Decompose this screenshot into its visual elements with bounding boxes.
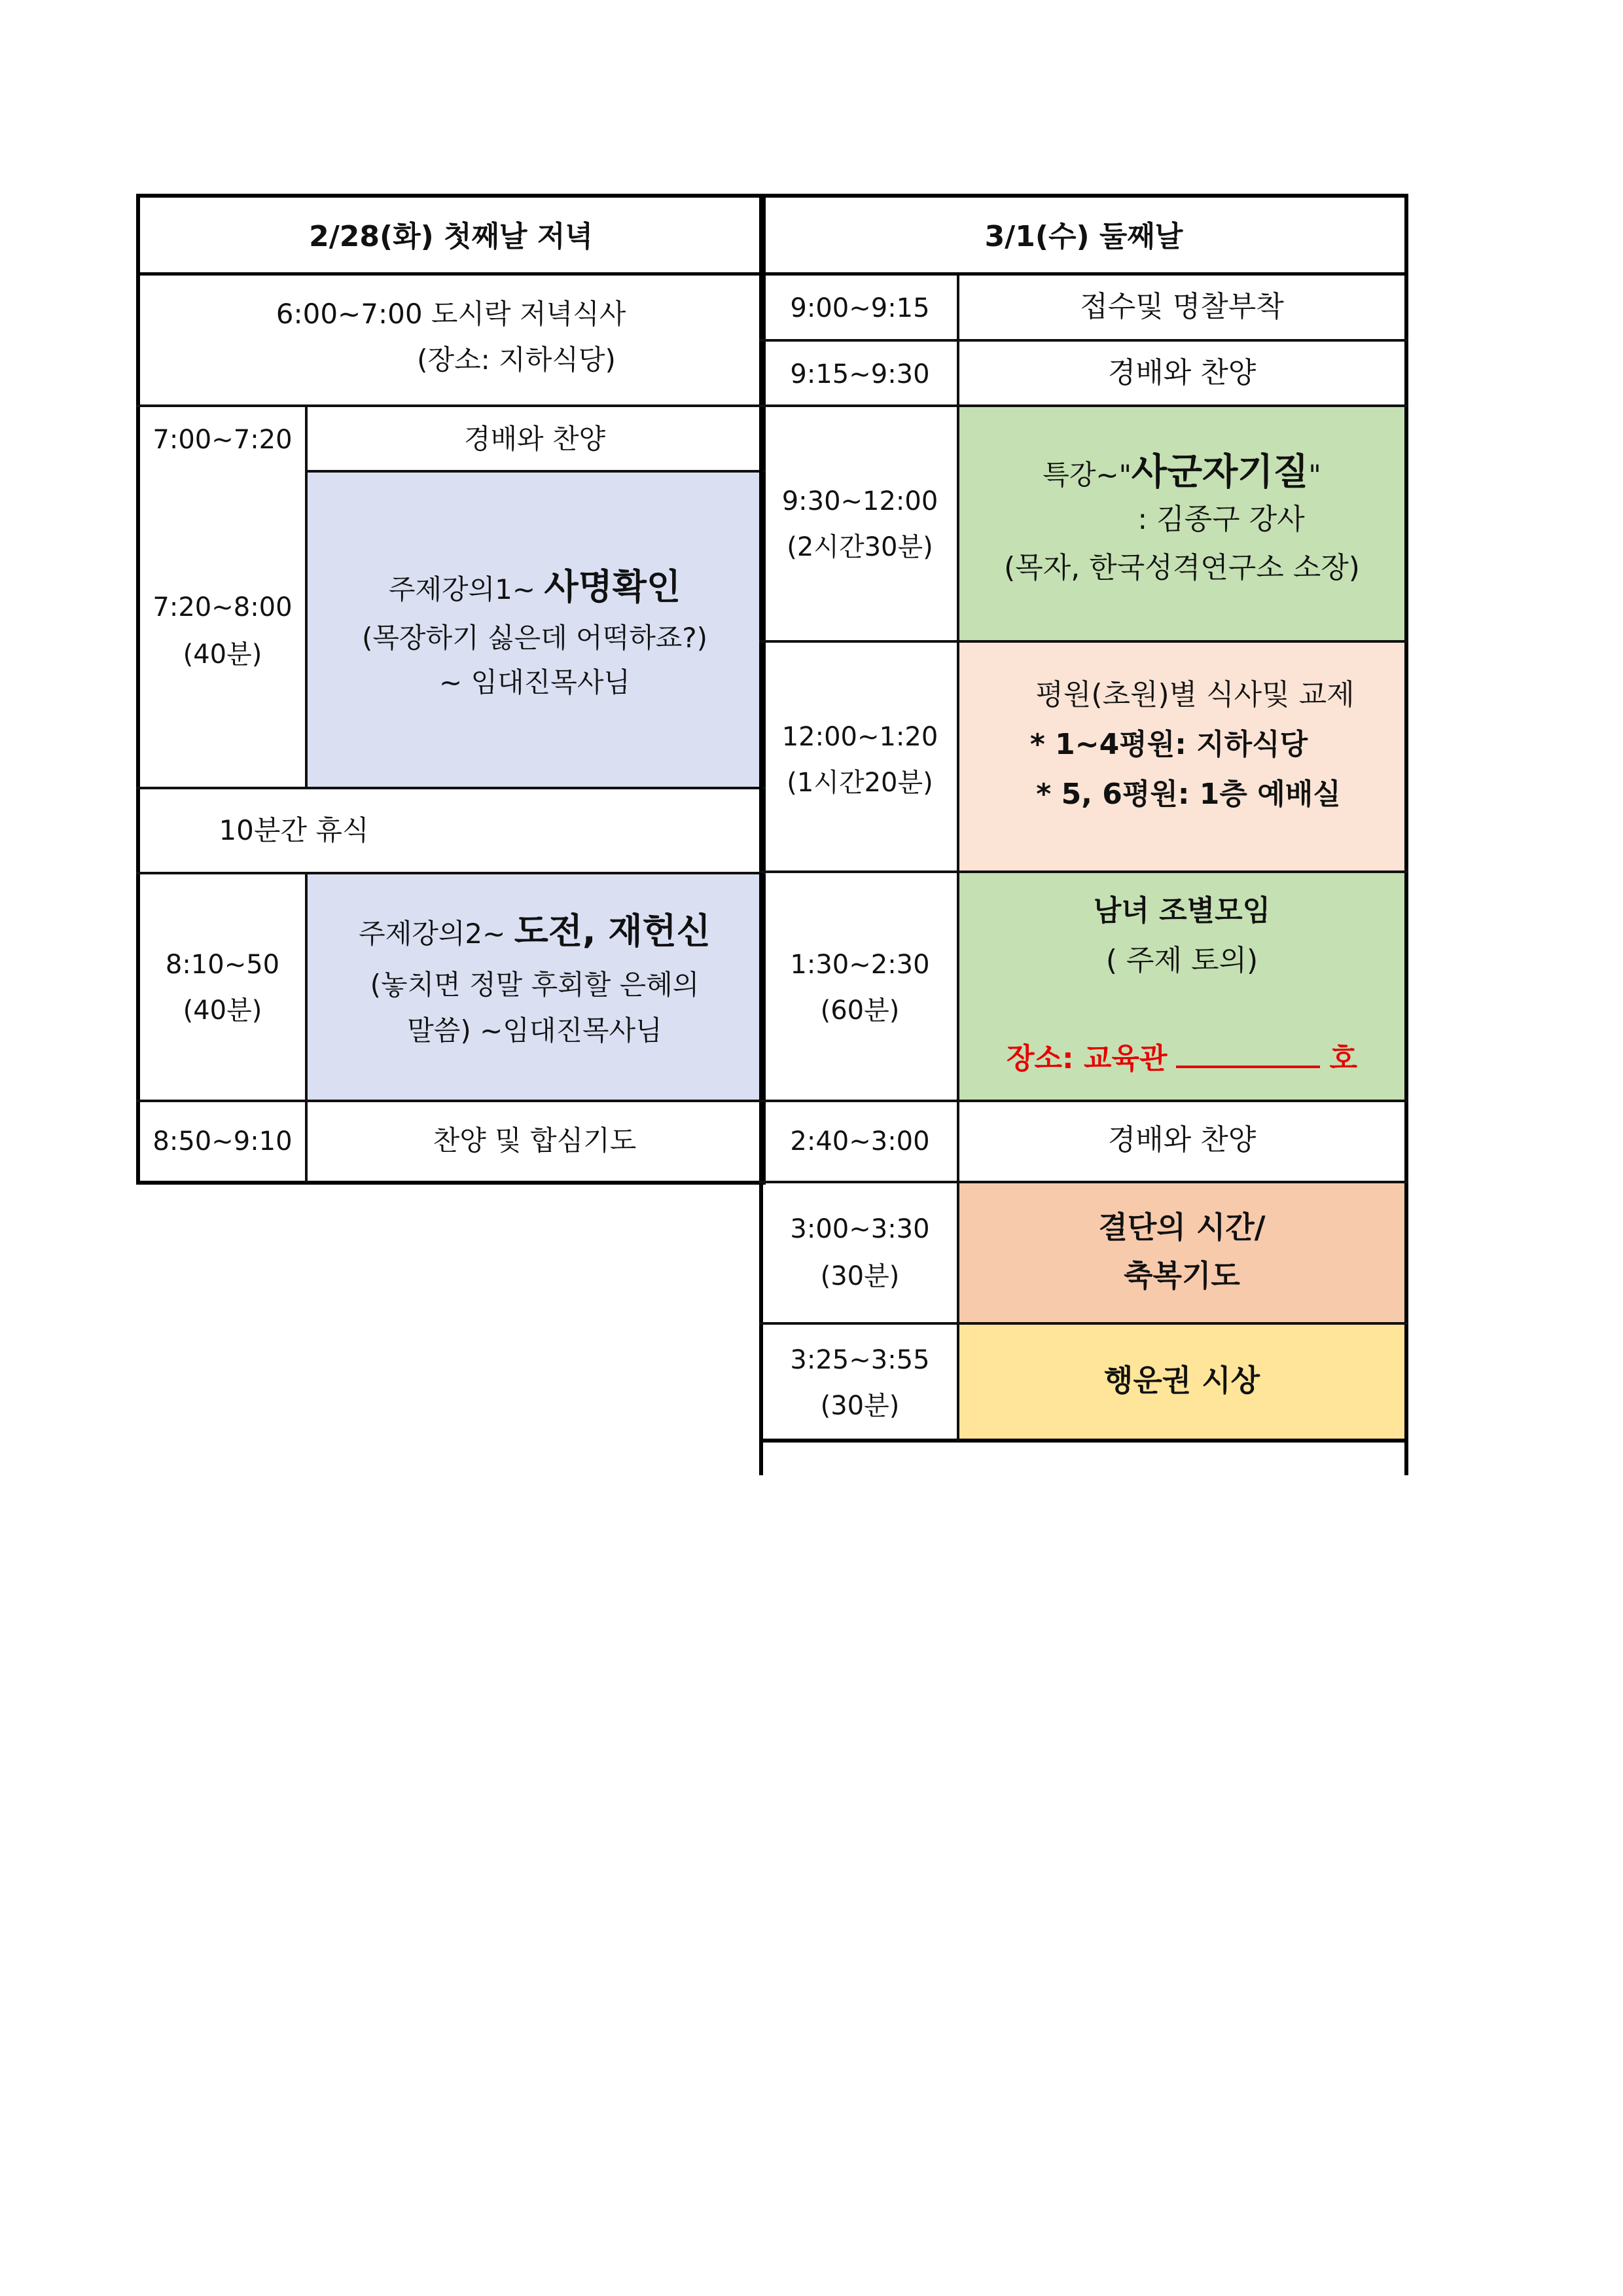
worship1-time: 9:15~9:30: [790, 359, 930, 389]
worship2-title-cell: [959, 1102, 1404, 1181]
lunch-duration: (1시간20분): [787, 768, 933, 798]
lecture2-time-cell: [140, 874, 305, 1100]
lunch-line2: * 1~4평원: 지하식당: [1029, 728, 1308, 761]
group-time-cell: [763, 873, 957, 1100]
lecture1-prefix: 주제강의1~: [388, 573, 544, 605]
special-affiliation: (목자, 한국성격연구소 소장): [1004, 551, 1360, 584]
group-place-suffix: 호: [1329, 1042, 1357, 1075]
group-subtitle: ( 주제 토의): [1105, 944, 1258, 977]
group-title: 남녀 조별모임: [1093, 894, 1271, 927]
worship2-title: 경배와 찬양: [1107, 1123, 1257, 1157]
lecture1-title: 사명확인: [544, 566, 681, 607]
lecture2-duration: (40분): [183, 996, 262, 1026]
prayer-title-cell: [308, 1102, 762, 1181]
award-title: 행운권 시상: [1103, 1363, 1260, 1398]
lecture1-time: 7:20~8:00: [152, 592, 293, 622]
lecture2-time: 8:10~50: [165, 950, 280, 980]
prayer-title: 찬양 및 합심기도: [433, 1124, 637, 1157]
lecture2-prefix: 주제강의2~: [359, 918, 514, 950]
day2-bottom-border: [759, 1439, 1408, 1443]
break-cell: [140, 789, 762, 872]
day2-header: [763, 198, 1404, 272]
special-suffix: ": [1308, 459, 1321, 491]
worship-title-cell: [308, 407, 762, 470]
lunch-time-cell: [763, 643, 957, 870]
worship1-time-cell: [763, 342, 957, 404]
lunch-line1: 평원(초원)별 식사및 교제: [1035, 678, 1355, 711]
special-time-cell: [763, 407, 957, 640]
award-time: 3:25~3:55: [790, 1345, 930, 1375]
day1-bottom-border: [136, 1181, 766, 1185]
group-place-prefix: 장소: 교육관: [1007, 1042, 1168, 1075]
lecture1-time-cell: [140, 473, 305, 787]
special-heading: [959, 451, 1404, 493]
day1-header: [140, 198, 762, 272]
group-place: [959, 1039, 1404, 1073]
group-time: 1:30~2:30: [790, 950, 930, 980]
special-time: 9:30~12:00: [781, 486, 938, 516]
decision-line2: 축복기도: [1124, 1258, 1240, 1293]
lecture2-cell: [308, 874, 762, 1100]
lecture2-heading: [308, 910, 762, 952]
special-speaker: : 김종구 강사: [1137, 503, 1305, 536]
dinner-cell: [140, 276, 762, 404]
lecture1-cell: [308, 473, 762, 787]
decision-line1: 결단의 시간/: [1098, 1210, 1266, 1245]
prayer-time: 8:50~9:10: [152, 1126, 293, 1157]
prayer-time-cell: [140, 1102, 305, 1181]
lecture2-line3: 말씀) ~임대진목사님: [407, 1014, 662, 1047]
worship2-time-cell: [763, 1102, 957, 1181]
registration-time: 9:00~9:15: [790, 293, 930, 323]
worship-title: 경배와 찬양: [463, 423, 606, 455]
dinner-line1: 6:00~7:00 도시락 저녁식사: [276, 298, 626, 330]
registration-time-cell: [763, 276, 957, 339]
group-duration: (60분): [820, 996, 900, 1026]
group-cell: [959, 873, 1404, 1100]
lecture2-title: 도전, 재헌신: [514, 910, 711, 952]
lunch-time: 12:00~1:20: [781, 722, 938, 752]
special-title: 사군자기질: [1131, 451, 1309, 493]
lecture1-speaker: ~ 임대진목사님: [439, 666, 630, 698]
lecture1-heading: [308, 566, 762, 607]
lecture1-subtitle: (목장하기 싫은데 어떡하죠?): [361, 622, 708, 654]
lunch-cell: [959, 643, 1404, 870]
day2-right-border: [1404, 194, 1408, 1475]
award-time-cell: [763, 1325, 957, 1439]
worship1-title: 경배와 찬양: [1107, 356, 1257, 389]
decision-cell: [959, 1183, 1404, 1322]
decision-time-cell: [763, 1183, 957, 1322]
room-number-blank: [1176, 1039, 1320, 1068]
break-title: 10분간 휴식: [219, 814, 369, 846]
worship1-title-cell: [959, 342, 1404, 404]
special-duration: (2시간30분): [787, 532, 933, 562]
day1-header-title: 2/28(화) 첫째날 저녁: [309, 220, 593, 253]
decision-time: 3:00~3:30: [790, 1214, 930, 1244]
worship-time-cell: [140, 407, 305, 470]
special-prefix: 특강~": [1043, 459, 1132, 491]
registration-title-cell: [959, 276, 1404, 339]
day2-header-title: 3/1(수) 둘째날: [984, 220, 1183, 253]
lunch-line3: * 5, 6평원: 1층 예배실: [1036, 778, 1341, 811]
registration-title: 접수및 명찰부착: [1080, 290, 1284, 323]
special-cell: [959, 407, 1404, 640]
lecture1-duration: (40분): [183, 639, 262, 670]
dinner-line2: (장소: 지하식당): [417, 344, 616, 376]
decision-duration: (30분): [820, 1261, 900, 1291]
award-cell: [959, 1325, 1404, 1439]
worship-time: 7:00~7:20: [152, 425, 293, 455]
worship2-time: 2:40~3:00: [790, 1126, 930, 1157]
award-duration: (30분): [820, 1391, 900, 1421]
lecture2-line2: (놓치면 정말 후회할 은혜의: [370, 969, 700, 1001]
